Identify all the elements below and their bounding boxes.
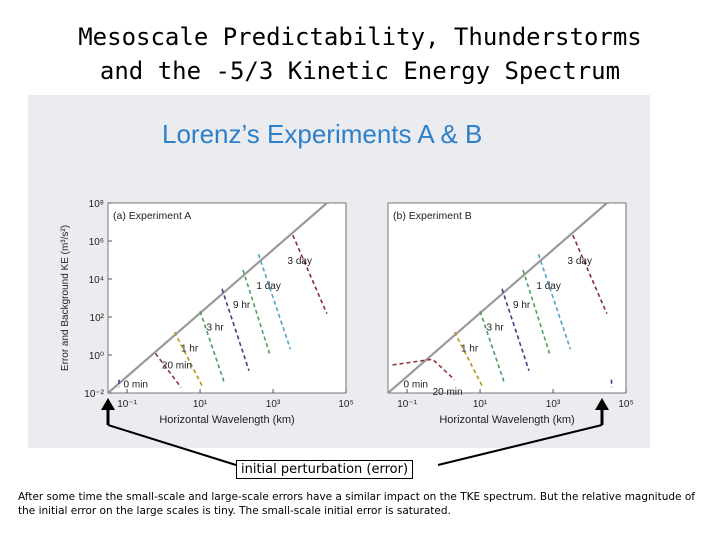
x-tick-label: 10⁻¹ — [397, 399, 417, 410]
x-tick-label: 10⁻¹ — [117, 399, 137, 410]
caption: After some time the small-scale and large-scale errors have a similar impact on the TKE spectrum. But the relative magnitude of the initial error on the large scales is tiny. The small-scale initial error is saturated. — [18, 491, 695, 517]
x-tick-label: 10¹ — [472, 399, 488, 410]
annotation-1-day: 1 day — [256, 280, 281, 292]
x-tick-label: 10⁵ — [338, 399, 354, 410]
title-line-2: and the -5/3 Kinetic Energy Spectrum — [99, 57, 621, 85]
x-tick-label: 10³ — [545, 399, 561, 410]
y-tick-label: 10⁴ — [88, 275, 104, 286]
left-callout-arrow — [101, 398, 236, 465]
y-tick-label: 10⁸ — [88, 199, 104, 210]
x-axis-label: Horizontal Wavelength (km) — [159, 414, 295, 426]
annotation-20-min: 20 min — [432, 386, 463, 398]
annotation-9-hr: 9 hr — [233, 299, 251, 311]
y-tick-label: 10² — [89, 313, 104, 324]
y-tick-label: 10⁻² — [84, 389, 104, 400]
x-axis-label: Horizontal Wavelength (km) — [439, 414, 575, 426]
right-callout-arrow — [438, 398, 609, 465]
annotation-9-hr: 9 hr — [513, 299, 531, 311]
annotation-3-hr: 3 hr — [486, 322, 504, 334]
annotation-0-min: 0 min — [403, 379, 428, 391]
annotation-0-min: 0 min — [123, 379, 148, 391]
annotation-3-day: 3 day — [287, 256, 313, 268]
y-tick-label: 10⁰ — [88, 351, 104, 362]
title-line-1: Mesoscale Predictability, Thunderstorms — [78, 23, 642, 51]
panel-title: (b) Experiment B — [393, 210, 472, 222]
annotation-1-hr: 1 hr — [180, 343, 199, 355]
annotation-3-day: 3 day — [567, 256, 593, 268]
callout-label: initial perturbation (error) — [236, 460, 413, 479]
annotation-1-hr: 1 hr — [460, 343, 479, 355]
annotation-3-hr: 3 hr — [206, 322, 224, 334]
x-tick-label: 10⁵ — [618, 399, 634, 410]
figure-heading: Lorenz’s Experiments A & B — [162, 119, 483, 149]
panel-title: (a) Experiment A — [113, 210, 192, 222]
annotation-1-day: 1 day — [536, 280, 561, 292]
annotation-20-min: 20 min — [161, 360, 192, 372]
x-tick-label: 10¹ — [192, 399, 208, 410]
x-tick-label: 10³ — [265, 399, 281, 410]
y-tick-label: 10⁶ — [88, 237, 104, 248]
y-axis-label: Error and Background KE (m³/s²) — [60, 224, 71, 372]
